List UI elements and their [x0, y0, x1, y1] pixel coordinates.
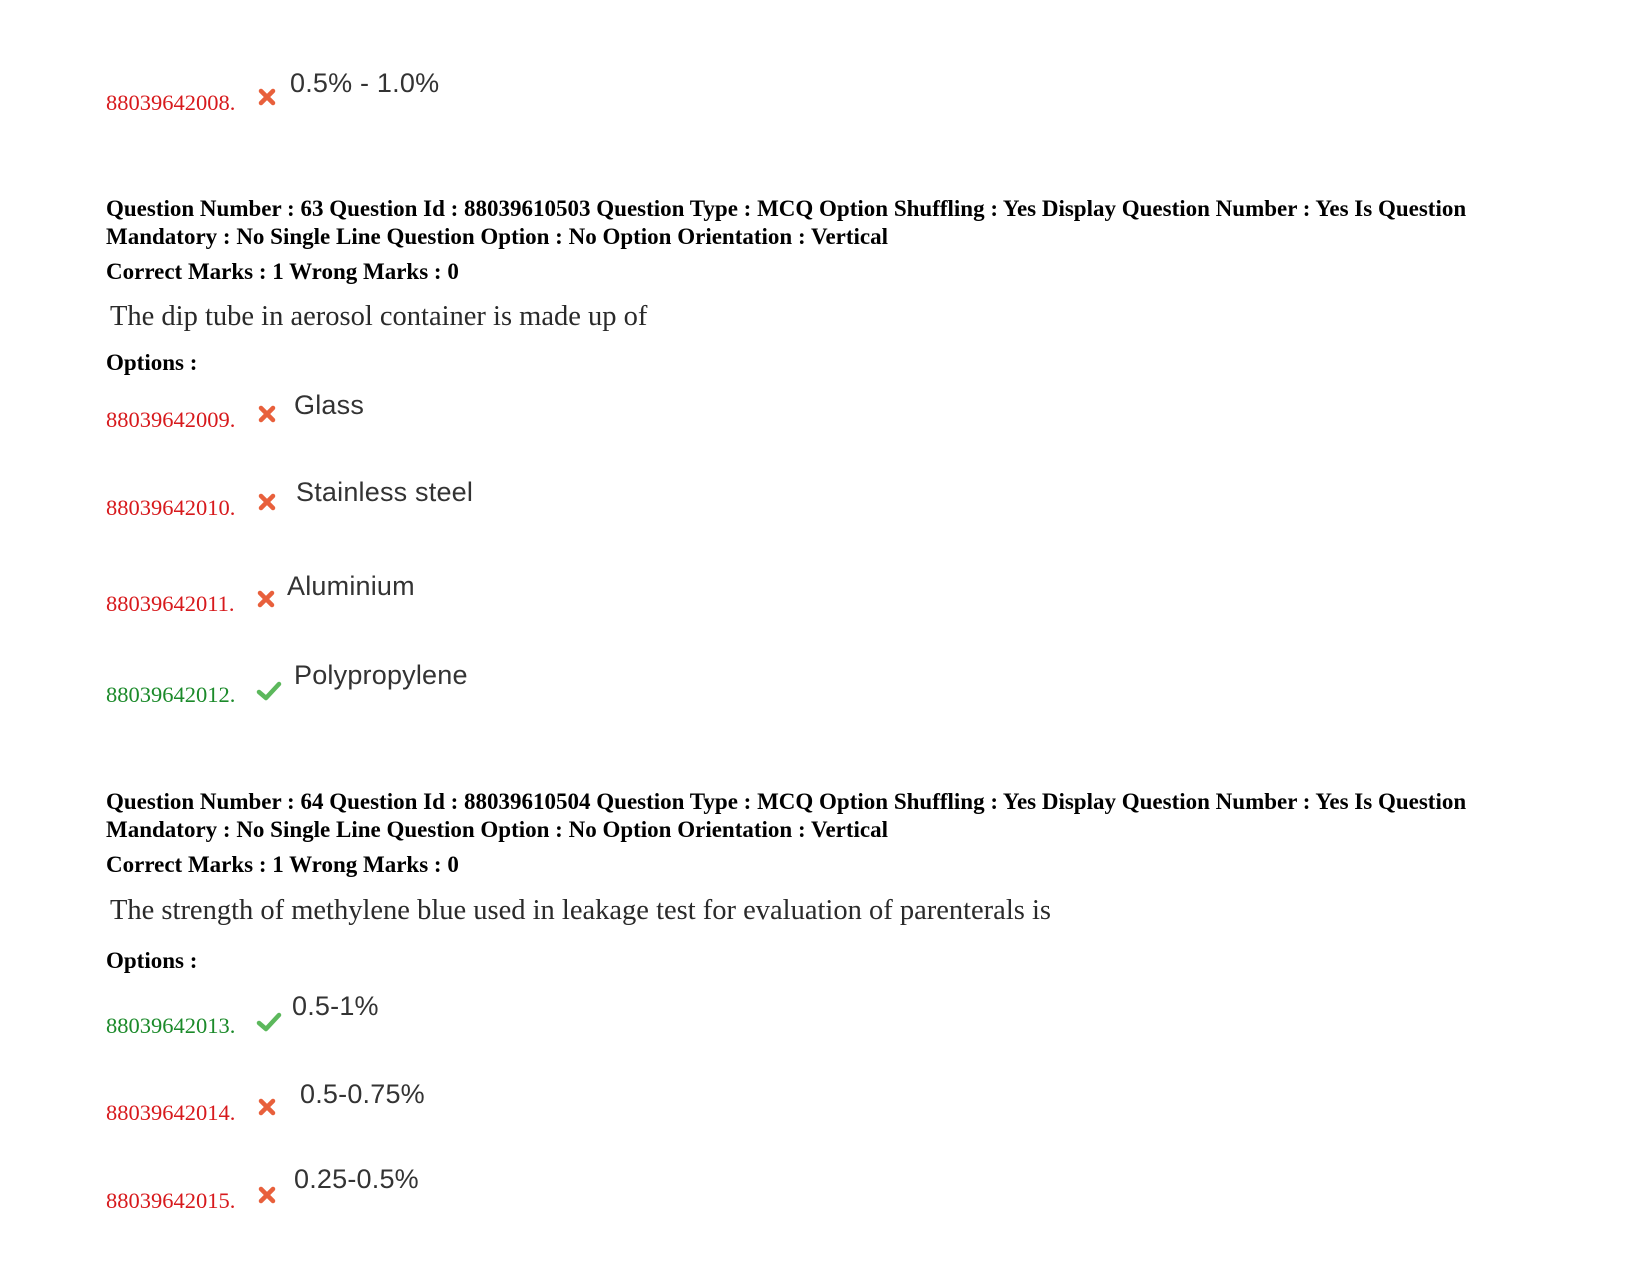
cross-icon: [256, 86, 278, 108]
option-id: 88039642013.: [106, 1013, 236, 1038]
question-marks: Correct Marks : 1 Wrong Marks : 0: [106, 259, 459, 284]
option-text: Polypropylene: [294, 660, 468, 690]
cross-icon: [256, 1096, 278, 1118]
cross-icon: [256, 1184, 278, 1206]
check-icon: [256, 1011, 282, 1033]
cross-icon: [255, 588, 277, 610]
options-label: Options :: [106, 350, 198, 375]
option-id: 88039642015.: [106, 1188, 236, 1213]
question-marks: Correct Marks : 1 Wrong Marks : 0: [106, 852, 459, 877]
question-meta: Question Number : 64 Question Id : 88039610504 Question Type : MCQ Option Shuffling : Yes Display Question Number : Yes Is Question Mandatory : No Single Line Question Option : No Option Orientation : Vertical: [106, 789, 1467, 842]
cross-icon: [256, 491, 278, 513]
options-label: Options :: [106, 948, 198, 973]
option-text: Glass: [294, 390, 365, 420]
option-id: 88039642014.: [106, 1100, 236, 1125]
option-id: 88039642011.: [106, 591, 235, 616]
option-id: 88039642012.: [106, 682, 236, 707]
question-text: The strength of methylene blue used in leakage test for evaluation of parenterals is: [110, 895, 1051, 926]
option-text: Stainless steel: [296, 477, 474, 507]
cross-icon: [256, 403, 278, 425]
question-text: The dip tube in aerosol container is made up of: [110, 301, 648, 332]
option-text: Aluminium: [287, 571, 415, 601]
option-id: 88039642008.: [106, 90, 236, 115]
option-text: 0.5-1%: [292, 991, 379, 1021]
option-id: 88039642009.: [106, 407, 236, 432]
option-id: 88039642010.: [106, 495, 236, 520]
check-icon: [256, 680, 282, 702]
question-meta: Question Number : 63 Question Id : 88039610503 Question Type : MCQ Option Shuffling : Yes Display Question Number : Yes Is Question Mandatory : No Single Line Question Option : No Option Orientation : Vertical: [106, 196, 1467, 249]
option-text: 0.25-0.5%: [294, 1164, 419, 1194]
option-text: 0.5% - 1.0%: [290, 68, 440, 98]
option-text: 0.5-0.75%: [300, 1079, 425, 1109]
